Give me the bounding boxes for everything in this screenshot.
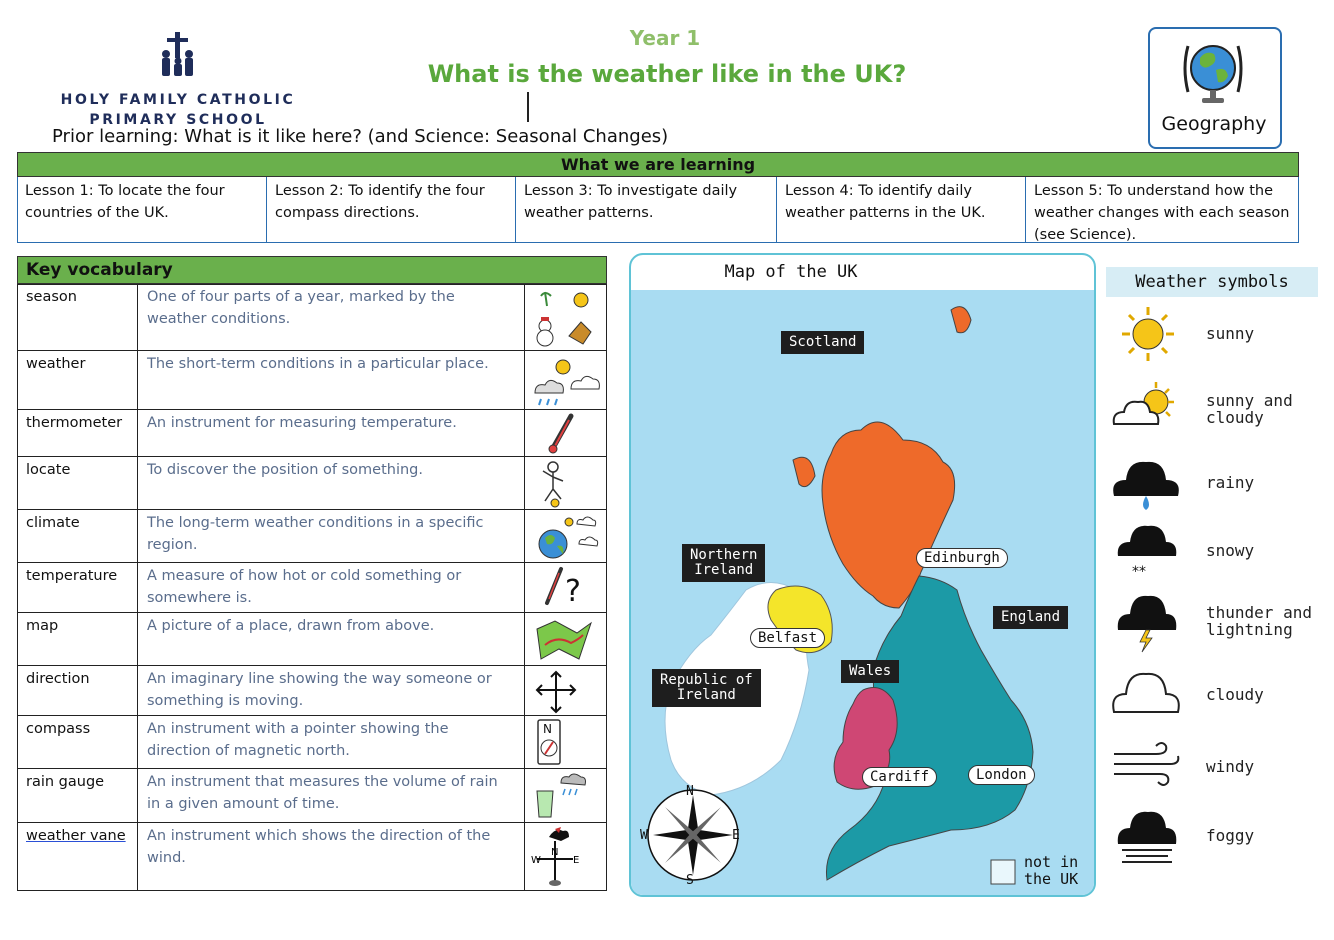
page-title: What is the weather like in the UK? [427, 60, 907, 88]
map-title: Map of the UK [724, 262, 858, 282]
snowy-icon [1116, 518, 1178, 580]
locate-icon [525, 459, 605, 509]
vocab-term: locate [26, 462, 71, 478]
lesson-3: Lesson 3: To investigate daily weather patterns. [515, 177, 777, 243]
compass-rose-icon [648, 790, 738, 880]
compass-e: E [732, 828, 740, 843]
vocab-definition: To discover the position of something. [147, 462, 423, 478]
label-northern-ireland-line2: Ireland [694, 562, 754, 578]
weather-name [1206, 392, 1293, 426]
rainy-icon [1110, 450, 1182, 512]
vocab-term: thermometer [26, 415, 123, 431]
thunder-icon [1116, 590, 1178, 654]
lesson-2: Lesson 2: To identify the four compass directions. [266, 177, 516, 243]
svg-text:N: N [543, 722, 552, 736]
weather-name-line2: lightning [1206, 620, 1293, 639]
vocab-definition: One of four parts of a year, marked by the weather conditions. [147, 289, 455, 327]
label-republic-of-ireland [652, 669, 761, 707]
compass-icon [525, 718, 605, 768]
weather-name: foggy [1206, 826, 1255, 845]
vocab-term: direction [26, 671, 90, 687]
vocab-definition: An instrument for measuring temperature. [147, 415, 457, 431]
svg-text:N: N [551, 847, 559, 858]
vocab-definition: The short-term conditions in a particular place. [147, 356, 489, 372]
vocab-term: weather vane [26, 828, 126, 844]
season-icon [525, 286, 605, 350]
label-roi-line1: Republic of [660, 672, 753, 688]
svg-text:W: W [531, 855, 541, 866]
vocab-term: season [26, 289, 77, 305]
weather-name-line1: sunny and [1206, 391, 1293, 410]
vocab-term: temperature [26, 568, 118, 584]
label-belfast: Belfast [750, 628, 825, 648]
rain-gauge-icon [525, 771, 605, 821]
vocab-definition: The long-term weather conditions in a specific region. [147, 515, 484, 553]
map-key-line1: not in [1024, 853, 1079, 871]
windy-icon [1110, 740, 1184, 790]
school-name [50, 90, 306, 130]
weather-name-line1: thunder and [1206, 603, 1312, 622]
sunny-cloudy-icon [1110, 380, 1180, 432]
uk-map-shape [631, 290, 1094, 895]
lesson-5: Lesson 5: To understand how the weather changes with each season (see Science). [1025, 177, 1299, 243]
map-key-line2: the UK [1024, 870, 1079, 888]
compass-w: W [640, 828, 648, 843]
cloudy-icon [1110, 664, 1184, 720]
map-key [1024, 854, 1078, 888]
globe-icon [1180, 36, 1246, 108]
vocabulary-heading: Key vocabulary [17, 256, 607, 284]
weather-name: windy [1206, 757, 1255, 776]
label-northern-ireland [682, 544, 765, 582]
lesson-1: Lesson 1: To locate the four countries of the UK. [25, 183, 225, 221]
vocab-term: rain gauge [26, 774, 105, 790]
sunny-icon [1118, 305, 1178, 363]
school-logo-icon [158, 30, 198, 78]
svg-text:**: ** [1132, 564, 1146, 580]
prior-learning: Prior learning: What is it like here? (and Science: Seasonal Changes) [52, 126, 669, 147]
label-london: London [968, 765, 1035, 785]
vocab-term: compass [26, 721, 91, 737]
thermometer-icon [525, 412, 605, 456]
school-name-line1: HOLY FAMILY CATHOLIC [60, 92, 296, 108]
vocab-definition: A picture of a place, drawn from above. [147, 618, 435, 634]
weather-name: rainy [1206, 473, 1255, 492]
label-edinburgh: Edinburgh [916, 548, 1008, 568]
label-scotland: Scotland [781, 331, 864, 354]
weather-symbols-heading: Weather symbols [1106, 267, 1318, 297]
climate-icon [525, 512, 605, 562]
svg-text:?: ? [565, 574, 581, 609]
vocab-term: weather [26, 356, 86, 372]
temperature-icon [525, 565, 605, 613]
school-name-line2: PRIMARY SCHOOL [89, 112, 267, 128]
compass-n: N [686, 784, 694, 799]
label-northern-ireland-line1: Northern [690, 547, 758, 563]
vocab-term: climate [26, 515, 80, 531]
weather-name: cloudy [1206, 685, 1264, 704]
vocab-definition: An instrument which shows the direction of the wind. [147, 828, 491, 866]
learning-heading: What we are learning [17, 152, 1299, 177]
vocab-definition: An imaginary line showing the way someone or something is moving. [147, 671, 492, 709]
weather-icon [525, 353, 605, 409]
map-icon [525, 615, 605, 665]
direction-icon [525, 668, 605, 716]
vocab-term: map [26, 618, 59, 634]
label-cardiff: Cardiff [862, 767, 937, 787]
label-wales: Wales [841, 660, 899, 683]
label-england: England [993, 606, 1068, 629]
lesson-4: Lesson 4: To identify daily weather patterns in the UK. [776, 177, 1026, 243]
weather-name: sunny [1206, 324, 1255, 343]
foggy-icon [1116, 806, 1178, 864]
svg-text:E: E [573, 855, 580, 866]
weather-vane-icon [525, 825, 605, 889]
weather-name [1206, 604, 1312, 638]
vocab-definition: A measure of how hot or cold something or somewhere is. [147, 568, 462, 606]
weather-name: snowy [1206, 541, 1255, 560]
label-roi-line2: Ireland [676, 687, 736, 703]
vocab-definition: An instrument with a pointer showing the direction of magnetic north. [147, 721, 449, 759]
subject-label: Geography [1161, 113, 1267, 135]
weather-name-line2: cloudy [1206, 408, 1264, 427]
compass-s: S [686, 873, 694, 888]
vocab-definition: An instrument that measures the volume of rain in a given amount of time. [147, 774, 498, 812]
text-cursor [527, 92, 529, 122]
year-label: Year 1 [629, 26, 701, 50]
